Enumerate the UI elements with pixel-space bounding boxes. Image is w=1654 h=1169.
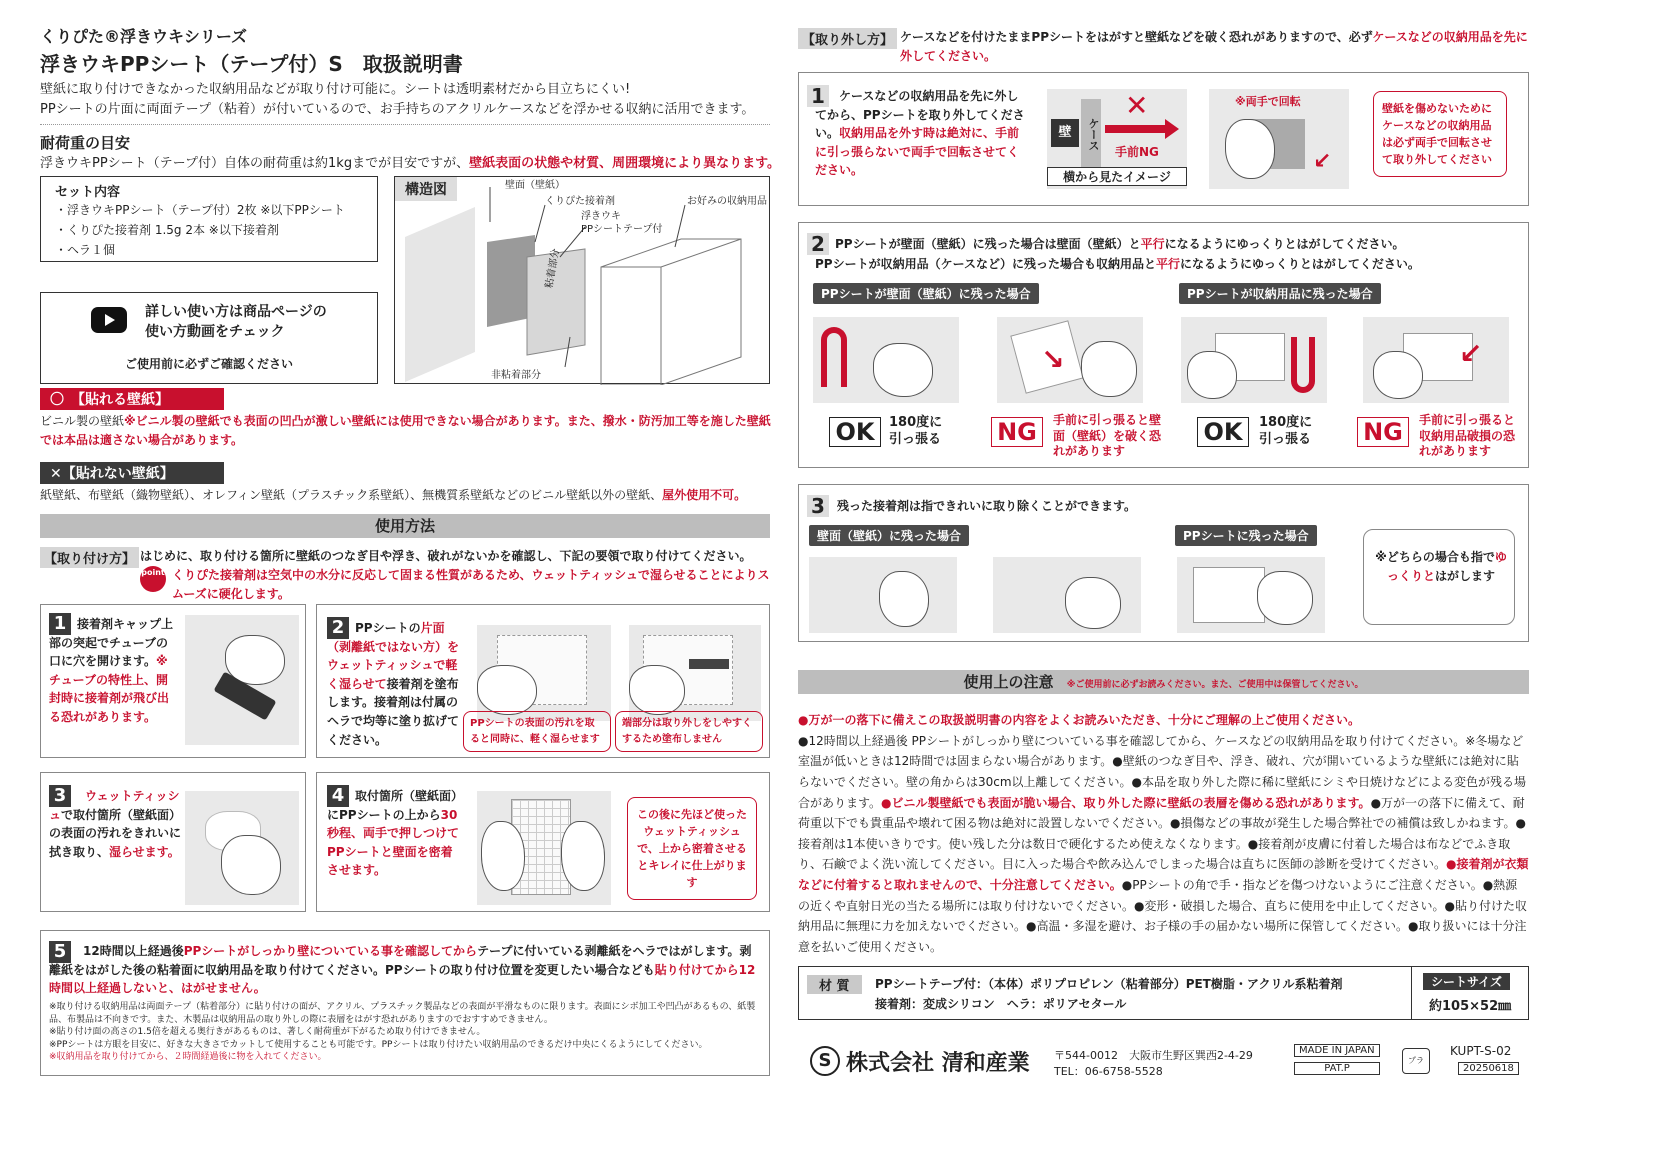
- hand-left-icon: [481, 821, 525, 891]
- step-5-text-a: 12時間以上経過後: [83, 944, 184, 958]
- load-text-b: 壁紙表面の状態や材質、周囲環境により異なります。: [469, 156, 781, 171]
- caution-p3: ●ビニル製壁紙でも表面が脆い場合、取り外した際に壁紙の表層を傷める恐れがあります。: [881, 795, 1371, 810]
- ok-text-1: 180度に引っ張る: [889, 415, 943, 447]
- step-1-text-b: ※チューブの特性上、開封時に接着剤が飛び出る恐れがあります。: [49, 654, 170, 724]
- point-icon: [140, 566, 166, 592]
- removal-step-2-line-2: [815, 255, 1420, 274]
- note-b: ゆっくりと: [1386, 550, 1507, 584]
- size-label: シートサイズ: [1423, 973, 1510, 990]
- set-item-2: ・くりぴた接着剤 1.5g 2本 ※以下接着剤: [55, 223, 279, 237]
- step-1-text: [49, 615, 179, 727]
- removal-step-2-a1: PPシートが壁面（壁紙）に残った場合は壁面（壁紙）と: [835, 237, 1141, 251]
- caution-p6: ●PPシートの角で手・指などを傷つけないようにご注意ください。●熱源の近くや直射日光の当たる場所には取り付けないでください。●変形・破損した場合、直ちに使用を中止してください。●貼り付けた収納用品に無理に力を加えないでください。●高温・多湿を避け、お子様の手の届かない場所に保管してください。●取り扱いには十分注意を払いご使用ください。: [798, 878, 1527, 954]
- ng-wall-text-a: 紙壁紙、布壁紙（織物壁紙）、オレフィン壁紙（プラスチック系壁紙）、無機質系壁紙などのビニル壁紙以外の壁紙、: [40, 488, 663, 502]
- hand-icon: [1081, 341, 1137, 397]
- usage-bar: 使用方法: [40, 514, 770, 538]
- removal-step-1-bubble: 壁紙を傷めないためにケースなどの収納用品は必ず両手で回転させて取り外してください: [1373, 91, 1507, 177]
- material-label: 材 質: [807, 975, 862, 994]
- removal-step-1-text-a: ケースなどの収納用品を先に外してから、PPシートを取り外してください。: [815, 89, 1025, 141]
- ng-wall-tag: ✕【貼れない壁紙】: [40, 462, 224, 484]
- ok-wall-text: [40, 412, 772, 449]
- video-note: ご使用前に必ずご確認ください: [124, 357, 293, 371]
- label-sheet: 浮きウキ PPシートテープ付: [581, 211, 663, 235]
- page-title: 浮きウキPPシート（テープ付）S 取扱説明書: [40, 52, 463, 76]
- caution-p5: ●接着剤が衣類などに付着すると取れませんので、十分注意してください。: [798, 857, 1529, 892]
- wall-ng-illustration: [997, 317, 1143, 403]
- step-5-note-3: ※PPシートは方眼を目安に、好きな大きさでカットして使用することも可能です。PPシートは取り付けたい収納用品のできるだけ中央にくるようにしてください。: [49, 1039, 708, 1050]
- structure-diagram: [394, 176, 770, 384]
- ng-badge-2: NG: [1357, 417, 1409, 447]
- step-4-bubble: この後に先ほど使ったウェットティッシュで、上から密着させるとキレイに仕上がります: [627, 797, 757, 900]
- step-4-text: [327, 787, 459, 880]
- step-2-text-c: 接着剤を塗布します。接着剤は付属のヘラで均等に塗り拡げてください。: [327, 676, 460, 747]
- caution-text: [798, 710, 1529, 958]
- label-adhesive: 粘着部分: [543, 247, 562, 290]
- material-line-2: 接着剤：変成シリコン ヘラ：ポリアセタール: [875, 997, 1127, 1011]
- hand-icon: [629, 665, 685, 715]
- wall-label: 壁: [1051, 119, 1079, 147]
- caution-title: 使用上の注意: [963, 673, 1054, 691]
- load-heading: 耐荷重の目安: [40, 134, 131, 152]
- set-item-1: ・浮きウキPPシート（テープ付）2枚 ※以下PPシート: [55, 203, 345, 217]
- side-view-illustration: [1047, 89, 1187, 189]
- removal-step-3-box: [798, 484, 1529, 642]
- ng-badge-1: NG: [991, 417, 1043, 447]
- label-glue: くりぴた接着剤: [545, 196, 615, 207]
- step-3-text-b: で取付箇所（壁紙面）の表面の汚れをきれいに拭き取り、: [49, 807, 182, 859]
- point-text: くりぴた接着剤は空気中の水分に反応して固まる性質があるため、ウェットティッシュで湿らせることによりスムーズに硬化します。: [172, 568, 770, 601]
- u-arrow-icon: [821, 327, 847, 387]
- step-5-text: [49, 942, 763, 998]
- print-date: 20250618: [1458, 1062, 1519, 1075]
- removal-step-3-number: 3: [807, 495, 829, 517]
- size-value: 約105×52㎜: [1429, 999, 1512, 1014]
- step-5-notes: [49, 1001, 765, 1064]
- step-3-text-a: ウェットティッシュ: [49, 789, 180, 822]
- case-ok-illustration: [1181, 317, 1327, 403]
- step-5-note-2: ※貼り付け面の高さの1.5倍を超える奥行きがあるものは、著しく耐荷重が下がるため取り付けできません。: [49, 1027, 486, 1038]
- material-line-1: PPシートテープ付：（本体）ポリプロピレン（粘着部分）PET樹脂・アクリル系粘着剤: [875, 977, 1343, 991]
- intro-line-2: PPシートの片面に両面テープ（粘着）が付いているので、お手持ちのアクリルケースなどを浮かせる収納に活用できます。: [40, 102, 755, 117]
- case-ng-illustration: [1363, 317, 1509, 403]
- removal-step-2-line-1: [835, 235, 1405, 254]
- recycle-mark-icon: [1402, 1048, 1430, 1074]
- hand-icon: [1373, 351, 1423, 399]
- removal-step-3-note: [1363, 529, 1515, 625]
- attach-text: はじめに、取り付ける箇所に壁紙のつなぎ目や浮き、破れがないかを確認し、下記の要領で取り付けてください。: [140, 549, 752, 563]
- company-logo-letter: S: [818, 1050, 832, 1071]
- rotate-arrow-icon: ↙: [1313, 149, 1332, 174]
- u-arrow-icon: [1291, 337, 1315, 393]
- note-c: はがします: [1435, 569, 1496, 584]
- company-name: 株式会社 清和産業: [846, 1051, 1030, 1076]
- ok-badge-1: OK: [829, 417, 881, 447]
- step-1-text-a: 接着剤キャップ上部の突起でチューブの口に穴を開けます。: [49, 617, 174, 669]
- step-3-text-c: 湿らせます。: [109, 844, 180, 859]
- ok-badge-2: OK: [1197, 417, 1249, 447]
- series-label: くりぴた®浮きウキシリーズ: [40, 27, 248, 46]
- removal-step-1-text: [815, 87, 1025, 180]
- step-2-text: [327, 619, 459, 749]
- ok-text-2: 180度に引っ張る: [1259, 415, 1313, 447]
- label-wall: 壁面（壁紙）: [505, 180, 565, 191]
- recycle-mark-label: プラ: [1408, 1056, 1424, 1065]
- step-1-box: [40, 604, 306, 758]
- divider: [40, 124, 770, 125]
- remain-sheet-illustration: [1177, 557, 1325, 633]
- ng-wall-text-b: 屋外使用不可。: [662, 488, 747, 502]
- ok-wall-tag: 〇 【貼れる壁紙】: [40, 388, 224, 410]
- video-line-2: 使い方動画をチェック: [145, 324, 285, 340]
- note-a: ※どちらの場合も指で: [1375, 550, 1495, 564]
- remain-wall-illustration-1: [809, 557, 957, 633]
- step-4-number: 4: [327, 785, 349, 807]
- step-5-box: [40, 930, 770, 1076]
- removal-tag: 【取り外し方】: [798, 28, 897, 49]
- caution-bar: [798, 670, 1529, 694]
- step-5-text-c: テープに付いている剥離紙をヘラではがします。: [477, 944, 740, 958]
- arrow-right-icon: [1105, 125, 1165, 133]
- step-4-box: [316, 772, 770, 912]
- step-1-illustration: [185, 615, 299, 745]
- step-2-bubble-1: PPシートの表面の汚れを取ると同時に、軽く湿らせます: [463, 711, 611, 752]
- step-5-text-e: 貼り付けてから12時間以上経過しないと、はがせません。: [49, 962, 756, 996]
- ok-wall-text-a: ビニル製の壁紙: [40, 414, 125, 428]
- hand-right-icon: [561, 821, 605, 891]
- step-5-text-d: 剥離紙をはがした後の粘着面に収納用品を取り付けてください。PPシートの取り付け位置を変更したい場合なども: [49, 944, 752, 977]
- step-1-number: 1: [49, 613, 71, 635]
- caution-p2: ●12時間以上経過後 PPシートがしっかり壁についている事を確認してから、ケースなどの収納用品を取り付けてください。※冬場など室温が低いときは12時間では固まらない場合があります。●壁紙のつなぎ目や、浮き、破れ、穴が開いているような壁紙には絶対に貼らないでください。壁の角からは30cm以上離してください。●本品を取り外した際に稀に壁紙にシミや日焼けなどによる変色が残る場合があります。: [798, 733, 1527, 810]
- set-heading: セット内容: [55, 185, 121, 200]
- pp-sheet-icon: [1193, 567, 1265, 623]
- step-3-text: [49, 787, 181, 861]
- spatula-icon: [689, 659, 729, 669]
- intro-line-1: 壁紙に取り付けできなかった収納用品などが取り付け可能に。シートは透明素材だから目立ちにくい!: [40, 82, 631, 97]
- removal-step-2-b3: になるようにゆっくりとはがしてください。: [1180, 257, 1420, 271]
- removal-step-2-number: 2: [807, 233, 829, 255]
- set-contents-box: [40, 176, 378, 262]
- load-text-a: 浮きウキPPシート（テープ付）自体の耐荷重は約1kgまでが目安ですが、: [40, 156, 470, 171]
- caution-p4: ●万が一の落下に備えて、耐荷重以下でも貴重品や壊れて困る物は絶対に設置しないでください。●損傷などの事故が発生した場合弊社での補償は致しかねます。●接着剤は1本使いきりです。使い残した分は数日で硬化するため使えなくなります。●接着剤が皮膚に付着した場合は布などでふき取り、石鹸でよく洗い流してください。目に入った場合や飲み込んでしまった場合は直ちに医師の診断を受けてください。: [798, 795, 1526, 872]
- load-text: [40, 154, 780, 174]
- hand-icon: [1225, 119, 1275, 179]
- ng-wall-text: [40, 486, 780, 505]
- hand-icon: [221, 835, 281, 895]
- case-label: ケース: [1081, 99, 1101, 169]
- video-box[interactable]: [40, 292, 378, 384]
- structure-heading: 構造図: [395, 177, 457, 201]
- removal-text: [900, 28, 1530, 65]
- step-4-text-b: 30秒程、両手で押しつけてPPシートと壁面を密着させます。: [327, 807, 460, 878]
- tag-remain-sheet: PPシートに残った場合: [1175, 525, 1317, 546]
- finger-icon: [1065, 577, 1121, 629]
- ng-text-1: 手前に引っ張ると壁面（壁紙）を破く恐れがあります: [1053, 413, 1162, 459]
- side-view-label: 横から見たイメージ: [1047, 167, 1187, 186]
- step-5-note-4: ※収納用品を取り付けてから、２時間経過後に物を入れてください。: [49, 1052, 327, 1063]
- diagonal-arrow-icon: ↘: [1041, 343, 1065, 376]
- removal-step-2-b2: 平行: [1156, 257, 1181, 271]
- youtube-icon: [91, 307, 127, 333]
- removal-text-a: ケースなどを付けたままPPシートをはがすと壁紙などを破く恐れがありますので、必ず: [900, 30, 1373, 44]
- removal-step-1-number: 1: [807, 85, 829, 107]
- step-5-text-b: PPシートがしっかり壁についている事を確認してから: [183, 944, 478, 958]
- step-2-bubble-2: 端部分は取り外しをしやすくするため塗布しません: [615, 711, 763, 752]
- hand-icon: [873, 343, 933, 397]
- finger-icon: [1257, 571, 1313, 625]
- made-in-japan: MADE IN JAPAN: [1294, 1044, 1380, 1057]
- step-2-box: [316, 604, 770, 758]
- removal-step-3-note-text: [1374, 548, 1508, 586]
- removal-step-2-box: [798, 222, 1529, 468]
- tag-left-on-wall: PPシートが壁面（壁紙）に残った場合: [813, 283, 1039, 304]
- ng-label: 手前NG: [1115, 145, 1159, 159]
- hand-icon: [1187, 351, 1237, 399]
- step-4-text-a: 取付箇所（壁紙面）にPPシートの上から: [327, 789, 458, 822]
- pat-label: PAT.P: [1294, 1062, 1380, 1075]
- step-2-text-b: 片面（剥離紙ではない方）をウェットティッシュで軽く湿らせて: [327, 621, 460, 691]
- tag-remain-wall: 壁面（壁紙）に残った場合: [809, 525, 969, 546]
- caution-bar-note: ※ご使用前に必ずお読みください。また、ご使用中は保管してください。: [1066, 680, 1364, 690]
- video-line-1: 詳しい使い方は商品ページの: [145, 304, 327, 320]
- diagonal-arrow-icon: ↙: [1459, 337, 1483, 370]
- step-4-illustration: [477, 791, 611, 905]
- removal-step-1-text-b: 収納用品を外す時は絶対に、手前に引っ張らないで両手で回転させてください。: [815, 126, 1020, 178]
- removal-step-2-b1: PPシートが収納用品（ケースなど）に残った場合も収納用品と: [815, 257, 1156, 271]
- attach-tag: 【取り付け方】: [40, 547, 139, 568]
- size-divider: [1411, 967, 1412, 1019]
- rotate-illustration: [1209, 89, 1349, 189]
- step-5-note-1: ※取り付ける収納用品は両面テープ（粘着部分）に貼り付けの面が、アクリル、プラスチック製品などの表面が平滑なものに限ります。表面にシボ加工や凹凸があるもの、紙製品、布製品は不向きです。また、木製品は収納用品の取り外しの際に表層をはがす恐れがありますのでおすすめできません。: [49, 1002, 756, 1025]
- remain-wall-illustration-2: [993, 557, 1141, 633]
- product-code: KUPT-S-02: [1450, 1044, 1512, 1058]
- step-2-text-a: PPシートの: [355, 621, 421, 635]
- company-tel: TEL：06-6758-5528: [1054, 1065, 1163, 1078]
- finger-icon: [879, 571, 929, 627]
- hand-icon: [477, 665, 537, 715]
- tag-left-on-case: PPシートが収納用品に残った場合: [1179, 283, 1381, 304]
- rotate-label: ※両手で回転: [1235, 95, 1301, 108]
- set-item-3: ・ヘラ１個: [55, 243, 116, 257]
- wall-ok-illustration: [813, 317, 959, 403]
- removal-step-3-text: 残った接着剤は指できれいに取り除くことができます。: [837, 499, 1137, 513]
- removal-step-2-a2: 平行: [1140, 237, 1165, 251]
- company-address: 〒544-0012 大阪市生野区巽西2-4-29: [1054, 1049, 1253, 1062]
- material-box: [798, 966, 1529, 1020]
- point-label: point: [141, 568, 165, 577]
- step-2-illustration-2: [629, 625, 761, 721]
- step-5-number: 5: [49, 941, 71, 963]
- cross-icon: ✕: [1125, 89, 1149, 122]
- caution-p1: ●万が一の落下に備えこの取扱説明書の内容をよくお読みいただき、十分にご理解の上ご使用ください。: [798, 713, 1360, 727]
- step-3-illustration: [185, 791, 299, 905]
- step-3-number: 3: [49, 785, 71, 807]
- removal-step-1-box: [798, 72, 1529, 206]
- ok-wall-text-b: ※ビニル製の壁紙でも表面の凹凸が激しい壁紙には使用できない場合があります。また、撥水・防汚加工等を施した壁紙では本品は適さない場合があります。: [40, 414, 771, 447]
- company-logo-icon: [810, 1046, 840, 1076]
- arrow-head-icon: [1165, 119, 1179, 139]
- label-non-adhesive: 非粘着部分: [491, 370, 541, 381]
- step-3-box: [40, 772, 306, 912]
- removal-step-2-a3: になるようにゆっくりとはがしてください。: [1164, 237, 1405, 251]
- step-2-illustration-1: [477, 625, 611, 721]
- ng-text-2: 手前に引っ張ると収納用品破損の恐れがあります: [1419, 413, 1516, 459]
- step-2-number: 2: [327, 617, 349, 639]
- removal-text-b: ケースなどの収納用品を先に外してください。: [900, 30, 1528, 63]
- label-storage: お好みの収納用品: [687, 196, 767, 207]
